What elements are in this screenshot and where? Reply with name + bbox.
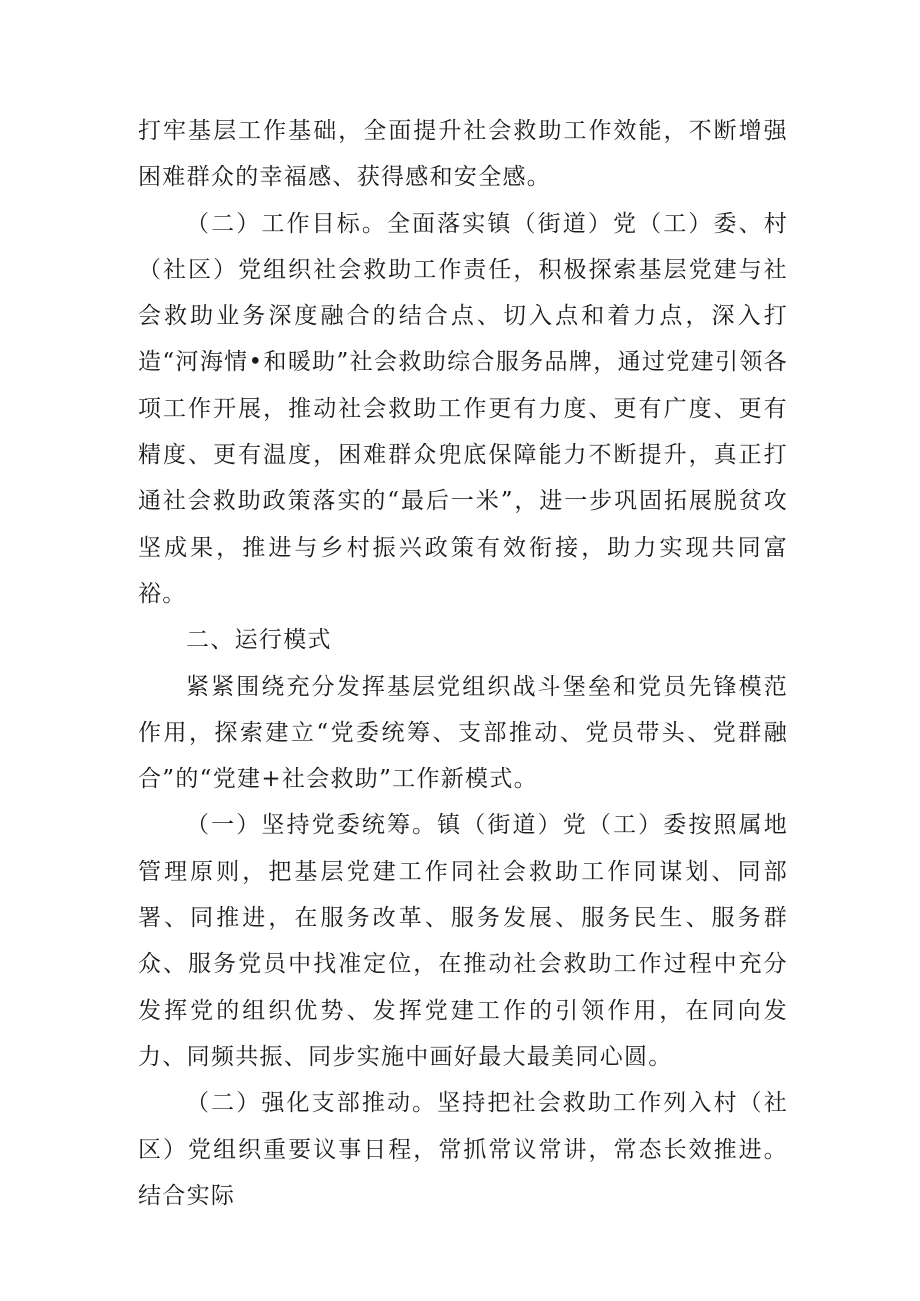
paragraph-party-committee-coordination: （一）坚持党委统筹。镇（街道）党（工）委按照属地管理原则，把基层党建工作同社会救助工作同谋划、同部署、同推进，在服务改革、服务发展、服务民生、服务群众、服务党员中找准定位，在推动社会救助工作过程中充分发挥党的组织优势、发挥党建工作的引领作用，在同向发力、同频共振、同步实施中画好最大最美同心圆。 <box>138 812 788 1070</box>
paragraph-continuation: 打牢基层工作基础，全面提升社会救助工作效能，不断增强困难群众的幸福感、获得感和安全感。 <box>138 118 788 191</box>
document-body <box>138 108 788 1219</box>
paragraph-operation-mode-intro: 紧紧围绕充分发挥基层党组织战斗堡垒和党员先锋模范作用，探索建立“党委统筹、支部推动、党员带头、党群融合”的“党建+社会救助”工作新模式。 <box>138 673 788 793</box>
paragraph-work-goal: （二）工作目标。全面落实镇（街道）党（工）委、村（社区）党组织社会救助工作责任，积极探索基层党建与社会救助业务深度融合的结合点、切入点和着力点，深入打造“河海情•和暖助”社会救助综合服务品牌，通过党建引领各项工作开展，推动社会救助工作更有力度、更有广度、更有精度、更有温度，困难群众兜底保障能力不断提升，真正打通社会救助政策落实的“最后一米”，进一步巩固拓展脱贫攻坚成果，推进与乡村振兴政策有效衔接，助力实现共同富裕。 <box>138 210 788 607</box>
section-heading-operation-mode: 二、运行模式 <box>186 627 332 654</box>
paragraph-branch-promotion: （二）强化支部推动。坚持把社会救助工作列入村（社区）党组织重要议事日程，常抓常议常讲，常态长效推进。结合实际 <box>138 1090 788 1209</box>
